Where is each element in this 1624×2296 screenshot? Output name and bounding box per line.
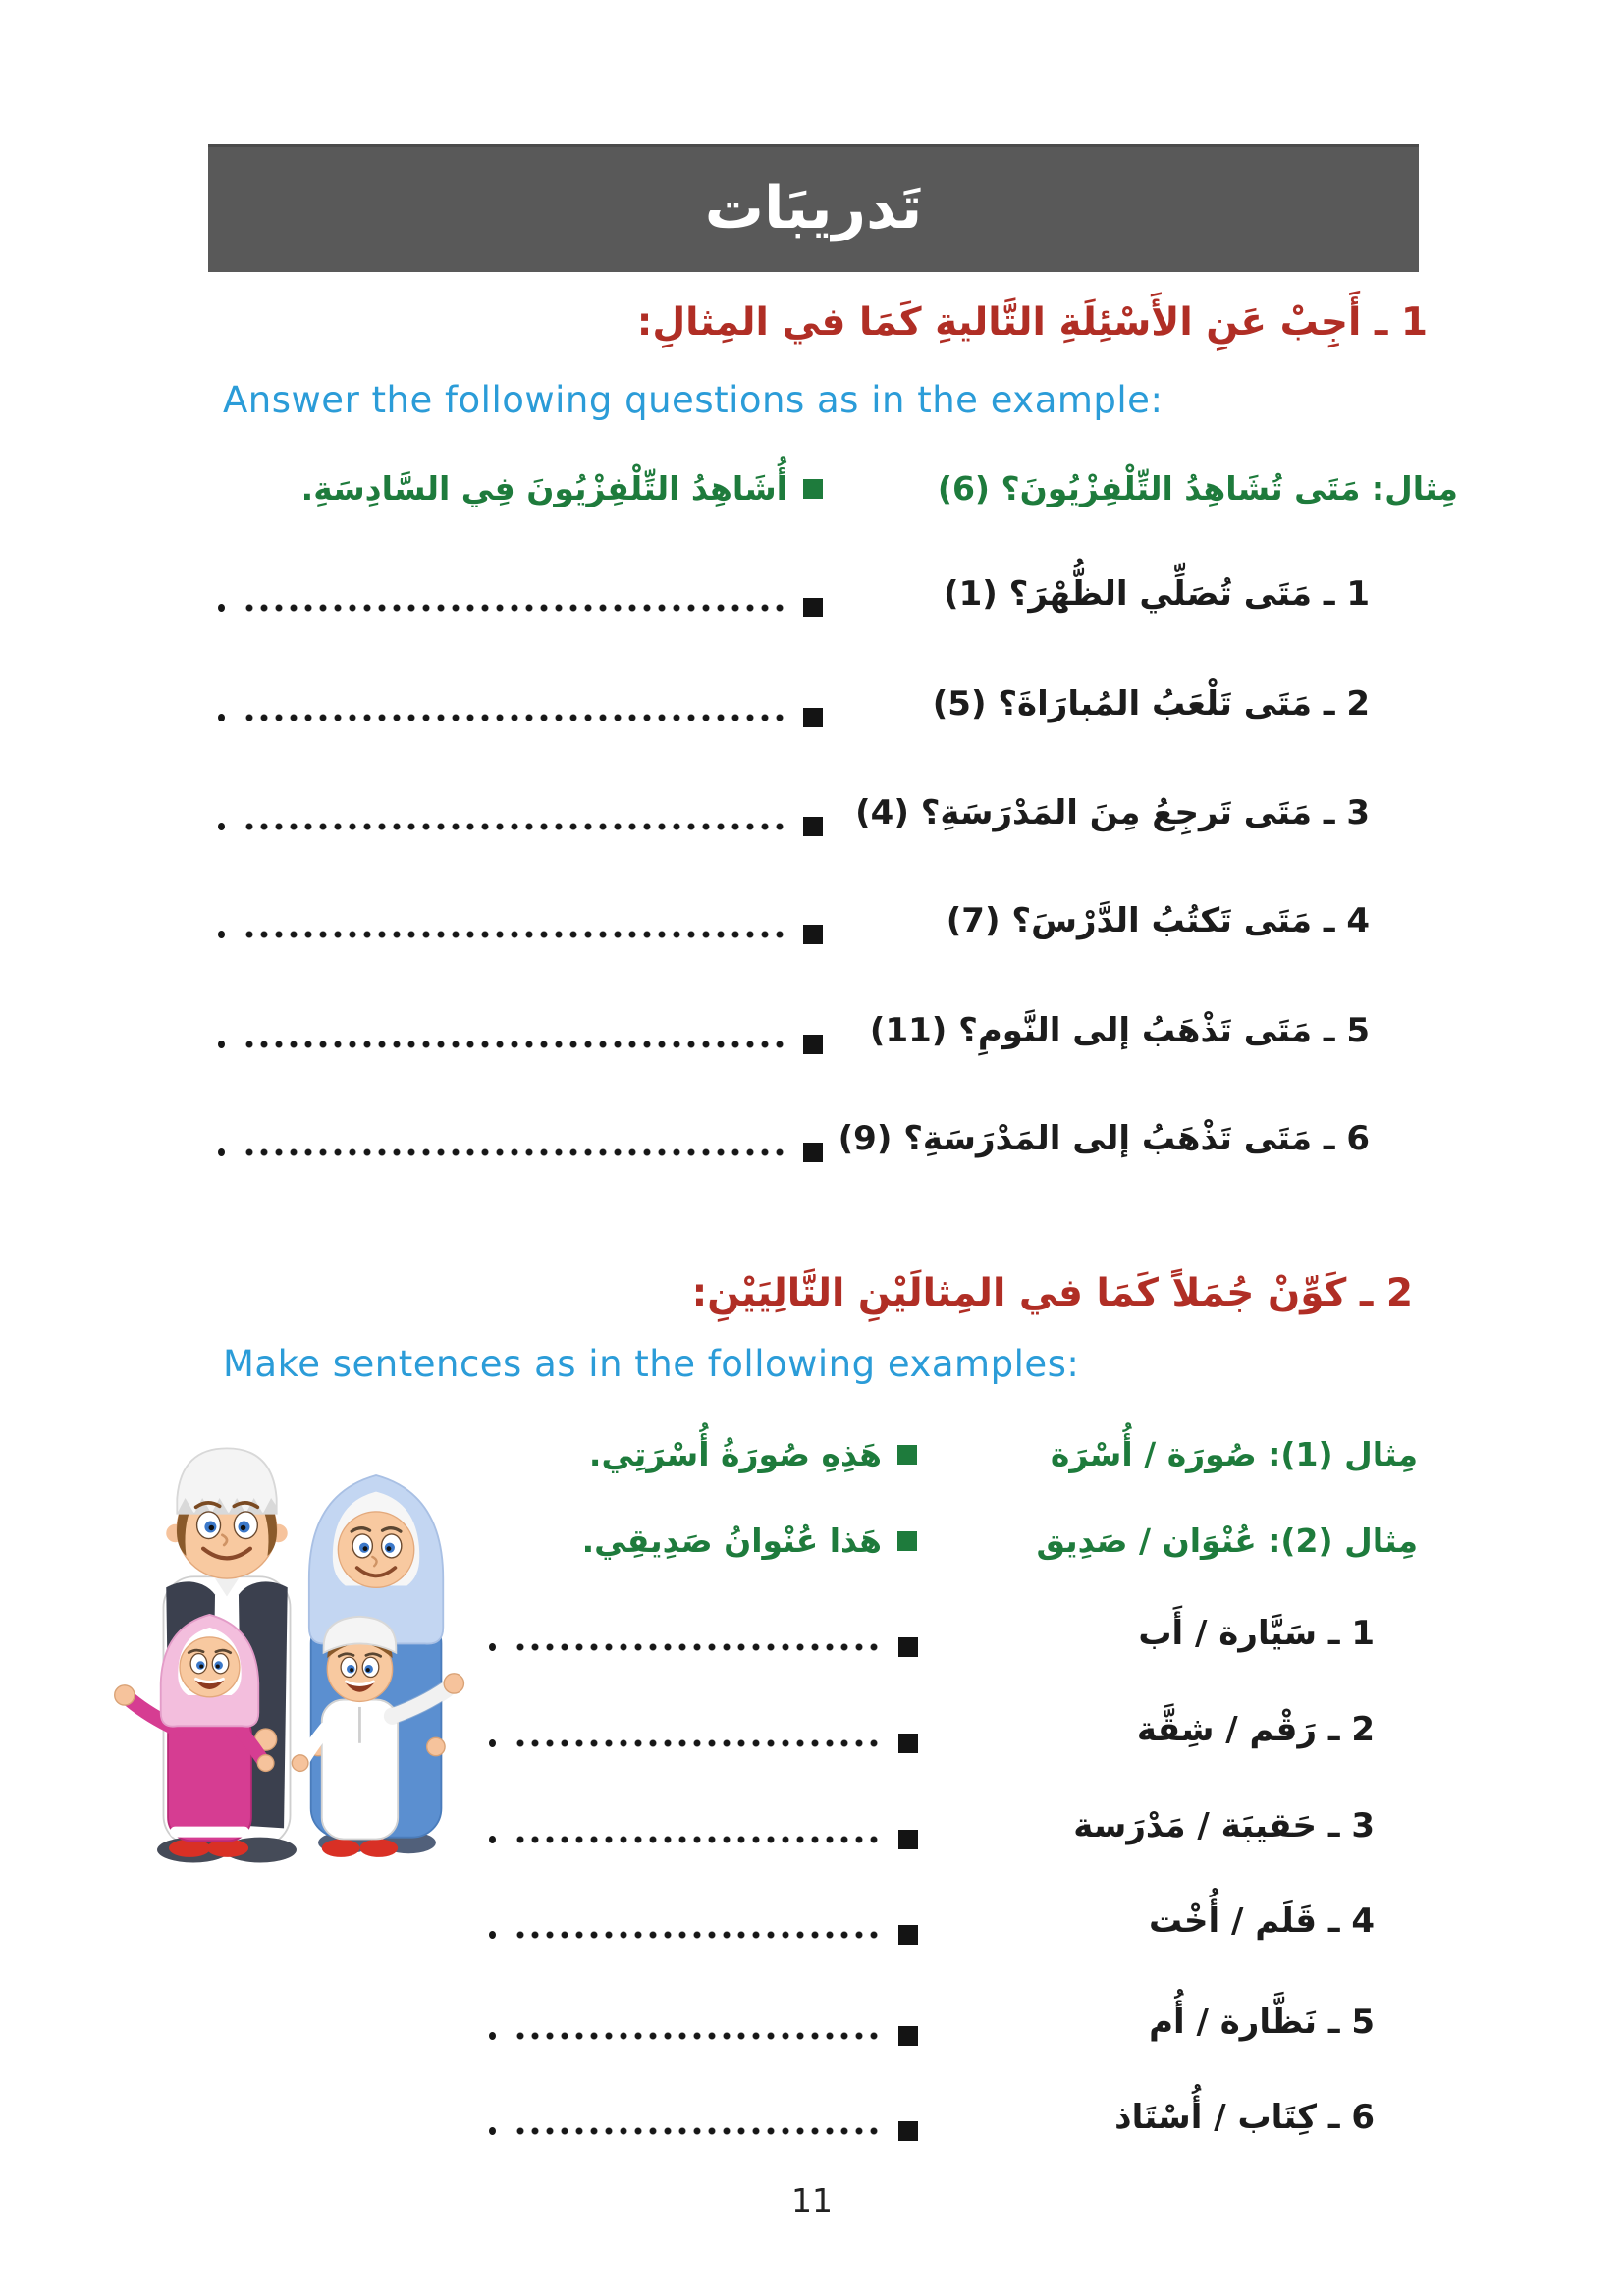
answer-bullet-icon — [803, 1035, 823, 1054]
dotted-answer-line — [218, 596, 823, 619]
exercise2-example2-label: مِثال (2): عُنْوَان / صَدِيق — [1036, 1522, 1418, 1560]
exercise2-example2-answer: هَذا عُنْوانُ صَدِيقِي. — [582, 1522, 917, 1560]
line-end-dot-icon — [218, 604, 225, 612]
dotted-run — [244, 822, 789, 831]
item-text: 2 ـ رَقْم / شِقَّة — [1136, 1710, 1375, 1749]
answer-bullet-icon — [898, 1830, 918, 1849]
dotted-answer-line — [489, 1923, 918, 1947]
item-text: 4 ـ قَلَم / أُخْت — [1148, 1901, 1375, 1941]
exercise1-example-answer: أُشَاهِدُ التِّلْفِزْيُونَ فِي السَّادِسَةِ. — [301, 469, 823, 507]
dotted-answer-line — [489, 1732, 918, 1755]
daughter-figure — [115, 1615, 274, 1857]
question-row — [0, 574, 1624, 639]
answer-bullet-icon — [897, 1531, 917, 1551]
item-text: 1 ـ سَيَّارة / أَب — [1138, 1614, 1375, 1653]
answer-bullet-icon — [803, 1143, 823, 1162]
banner-title: تَدريبَات — [704, 174, 923, 242]
dotted-answer-line — [218, 923, 823, 946]
dotted-run — [515, 1835, 885, 1844]
dotted-answer-line — [218, 1141, 823, 1164]
answer-bullet-icon — [803, 479, 823, 499]
exercise2-example1-answer: هَذِهِ صُورَةُ أُسْرَتِي. — [589, 1435, 917, 1473]
question-row — [0, 793, 1624, 858]
question-row — [0, 1119, 1624, 1184]
answer-bullet-icon — [897, 1445, 917, 1465]
answer-bullet-icon — [803, 817, 823, 836]
dotted-answer-line — [218, 1033, 823, 1056]
dotted-run — [515, 1642, 885, 1652]
line-end-dot-icon — [218, 823, 225, 830]
item-text: 5 ـ نَظَّارة / أُم — [1149, 2002, 1375, 2042]
answer-bullet-icon — [803, 598, 823, 617]
item-row — [0, 2002, 1624, 2067]
line-end-dot-icon — [489, 1931, 496, 1939]
question-text: 6 ـ مَتَى تَذْهَبُ إلى المَدْرَسَةِ؟ (9) — [838, 1119, 1370, 1158]
exercise2-example1-label: مِثال (1): صُورَة / أُسْرَة — [1050, 1435, 1418, 1473]
line-end-dot-icon — [489, 2032, 496, 2040]
line-end-dot-icon — [489, 2127, 496, 2135]
dotted-answer-line — [489, 1635, 918, 1659]
exercise2-title-english: Make sentences as in the following examples: — [223, 1343, 1080, 1385]
dotted-answer-line — [218, 815, 823, 838]
question-text: 1 ـ مَتَى تُصَلِّي الظُّهْرَ؟ (1) — [944, 574, 1370, 614]
line-end-dot-icon — [218, 931, 225, 938]
item-row — [0, 1901, 1624, 1966]
exercises-banner — [208, 144, 1419, 272]
dotted-answer-line — [489, 1828, 918, 1851]
dotted-answer-line — [489, 2024, 918, 2048]
family-illustration — [86, 1441, 494, 1902]
question-row — [0, 901, 1624, 966]
answer-bullet-icon — [898, 2121, 918, 2141]
answer-bullet-icon — [803, 925, 823, 944]
dotted-run — [244, 1148, 789, 1157]
exercise2-title-arabic: 2 ـ كَوِّنْ جُمَلاً كَمَا في المِثالَيْنِ التَّالِيَيْنِ: — [691, 1271, 1413, 1315]
question-row — [0, 684, 1624, 749]
answer-bullet-icon — [898, 1734, 918, 1753]
question-text: 3 ـ مَتَى تَرجِعُ مِنَ المَدْرَسَةِ؟ (4) — [855, 793, 1370, 832]
answer-bullet-icon — [898, 1925, 918, 1945]
dotted-run — [515, 1930, 885, 1940]
dotted-run — [515, 2031, 885, 2041]
line-end-dot-icon — [218, 1041, 225, 1048]
dotted-answer-line — [218, 706, 823, 729]
question-text: 5 ـ مَتَى تَذْهَبُ إلى النَّومِ؟ (11) — [869, 1011, 1370, 1050]
dotted-run — [515, 2126, 885, 2136]
question-text: 4 ـ مَتَى تَكتُبُ الدَّرْسَ؟ (7) — [946, 901, 1370, 940]
dotted-answer-line — [489, 2119, 918, 2143]
page-number: 11 — [791, 2181, 833, 2219]
answer-bullet-icon — [898, 2026, 918, 2046]
exercise1-example-prompt: مِثال: مَتَى تُشَاهِدُ التِّلْفِزْيُونَ؟ (6) — [937, 469, 1458, 507]
question-text: 2 ـ مَتَى تَلْعَبُ المُبارَاةَ؟ (5) — [932, 684, 1370, 723]
exercise1-title-english: Answer the following questions as in the example: — [223, 379, 1164, 421]
item-row — [0, 2098, 1624, 2163]
exercise1-title-arabic: 1 ـ أَجِبْ عَنِ الأَسْئِلَةِ التَّاليةِ كَمَا في المِثالِ: — [636, 300, 1428, 345]
dotted-run — [244, 603, 789, 613]
dotted-run — [515, 1738, 885, 1748]
item-text: 3 ـ حَقيبَة / مَدْرَسة — [1073, 1806, 1375, 1845]
item-text: 6 ـ كِتَاب / أُسْتَاذ — [1114, 2098, 1375, 2137]
answer-bullet-icon — [803, 708, 823, 727]
dotted-run — [244, 930, 789, 939]
question-row — [0, 1011, 1624, 1076]
line-end-dot-icon — [218, 714, 225, 721]
line-end-dot-icon — [218, 1148, 225, 1156]
answer-bullet-icon — [898, 1637, 918, 1657]
dotted-run — [244, 1040, 789, 1049]
dotted-run — [244, 713, 789, 722]
